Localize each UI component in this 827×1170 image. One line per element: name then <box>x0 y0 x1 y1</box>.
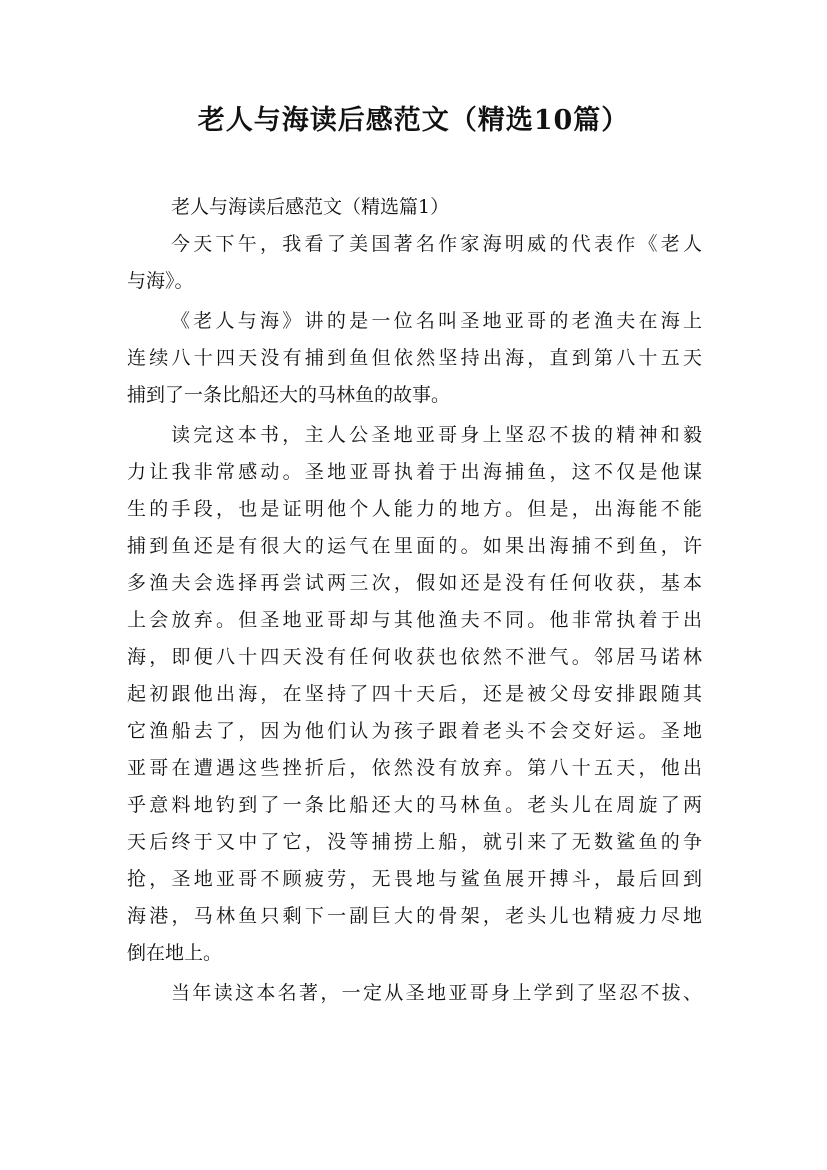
paragraph-line: 天后终于又中了它，没等捕捞上船，就引来了无数鲨鱼的争 <box>127 831 702 853</box>
document-title: 老人与海读后感范文（精选10篇） <box>197 105 630 136</box>
paragraph-line: 上会放弃。但圣地亚哥却与其他渔夫不同。他非常执着于出 <box>127 609 702 631</box>
section-heading: 老人与海读后感范文（精选篇1） <box>171 196 450 218</box>
paragraph-line: 海港，马林鱼只剩下一副巨大的骨架，老头儿也精疲力尽地 <box>127 905 702 927</box>
paragraph-line: 捕到鱼还是有很大的运气在里面的。如果出海捕不到鱼，许 <box>127 535 702 557</box>
paragraph-line: 今天下午，我看了美国著名作家海明威的代表作《老人 <box>171 233 702 255</box>
paragraph-line: 当年读这本名著，一定从圣地亚哥身上学到了坚忍不拔、 <box>171 982 702 1004</box>
paragraph-line: 海，即便八十四天没有任何收获也依然不泄气。邻居马诺林 <box>127 646 702 668</box>
paragraph-line: 与海》。 <box>127 270 194 292</box>
paragraph-line: 乎意料地钓到了一条比船还大的马林鱼。老头儿在周旋了两 <box>127 794 702 816</box>
paragraph-line: 力让我非常感动。圣地亚哥执着于出海捕鱼，这不仅是他谋 <box>127 461 702 483</box>
paragraph-line: 它渔船去了，因为他们认为孩子跟着老头不会交好运。圣地 <box>127 720 702 742</box>
paragraph-line: 捕到了一条比船还大的马林鱼的故事。 <box>127 384 451 406</box>
paragraph-line: 多渔夫会选择再尝试两三次，假如还是没有任何收获，基本 <box>127 572 702 594</box>
paragraph-line: 起初跟他出海，在坚持了四十天后，还是被父母安排跟随其 <box>127 683 702 705</box>
paragraph-line: 抢，圣地亚哥不顾疲劳，无畏地与鲨鱼展开搏斗，最后回到 <box>127 868 702 890</box>
document-body <box>127 189 702 1012</box>
paragraph-line: 生的手段，也是证明他个人能力的地方。但是，出海能不能 <box>127 498 702 520</box>
paragraph-line: 连续八十四天没有捕到鱼但依然坚持出海，直到第八十五天 <box>127 347 702 369</box>
paragraph-line: 《老人与海》讲的是一位名叫圣地亚哥的老渔夫在海上 <box>171 310 702 332</box>
paragraph-line: 读完这本书，主人公圣地亚哥身上坚忍不拔的精神和毅 <box>171 424 702 446</box>
paragraph-line: 倒在地上。 <box>127 942 223 964</box>
paragraph-line: 亚哥在遭遇这些挫折后，依然没有放弃。第八十五天，他出 <box>127 757 702 779</box>
